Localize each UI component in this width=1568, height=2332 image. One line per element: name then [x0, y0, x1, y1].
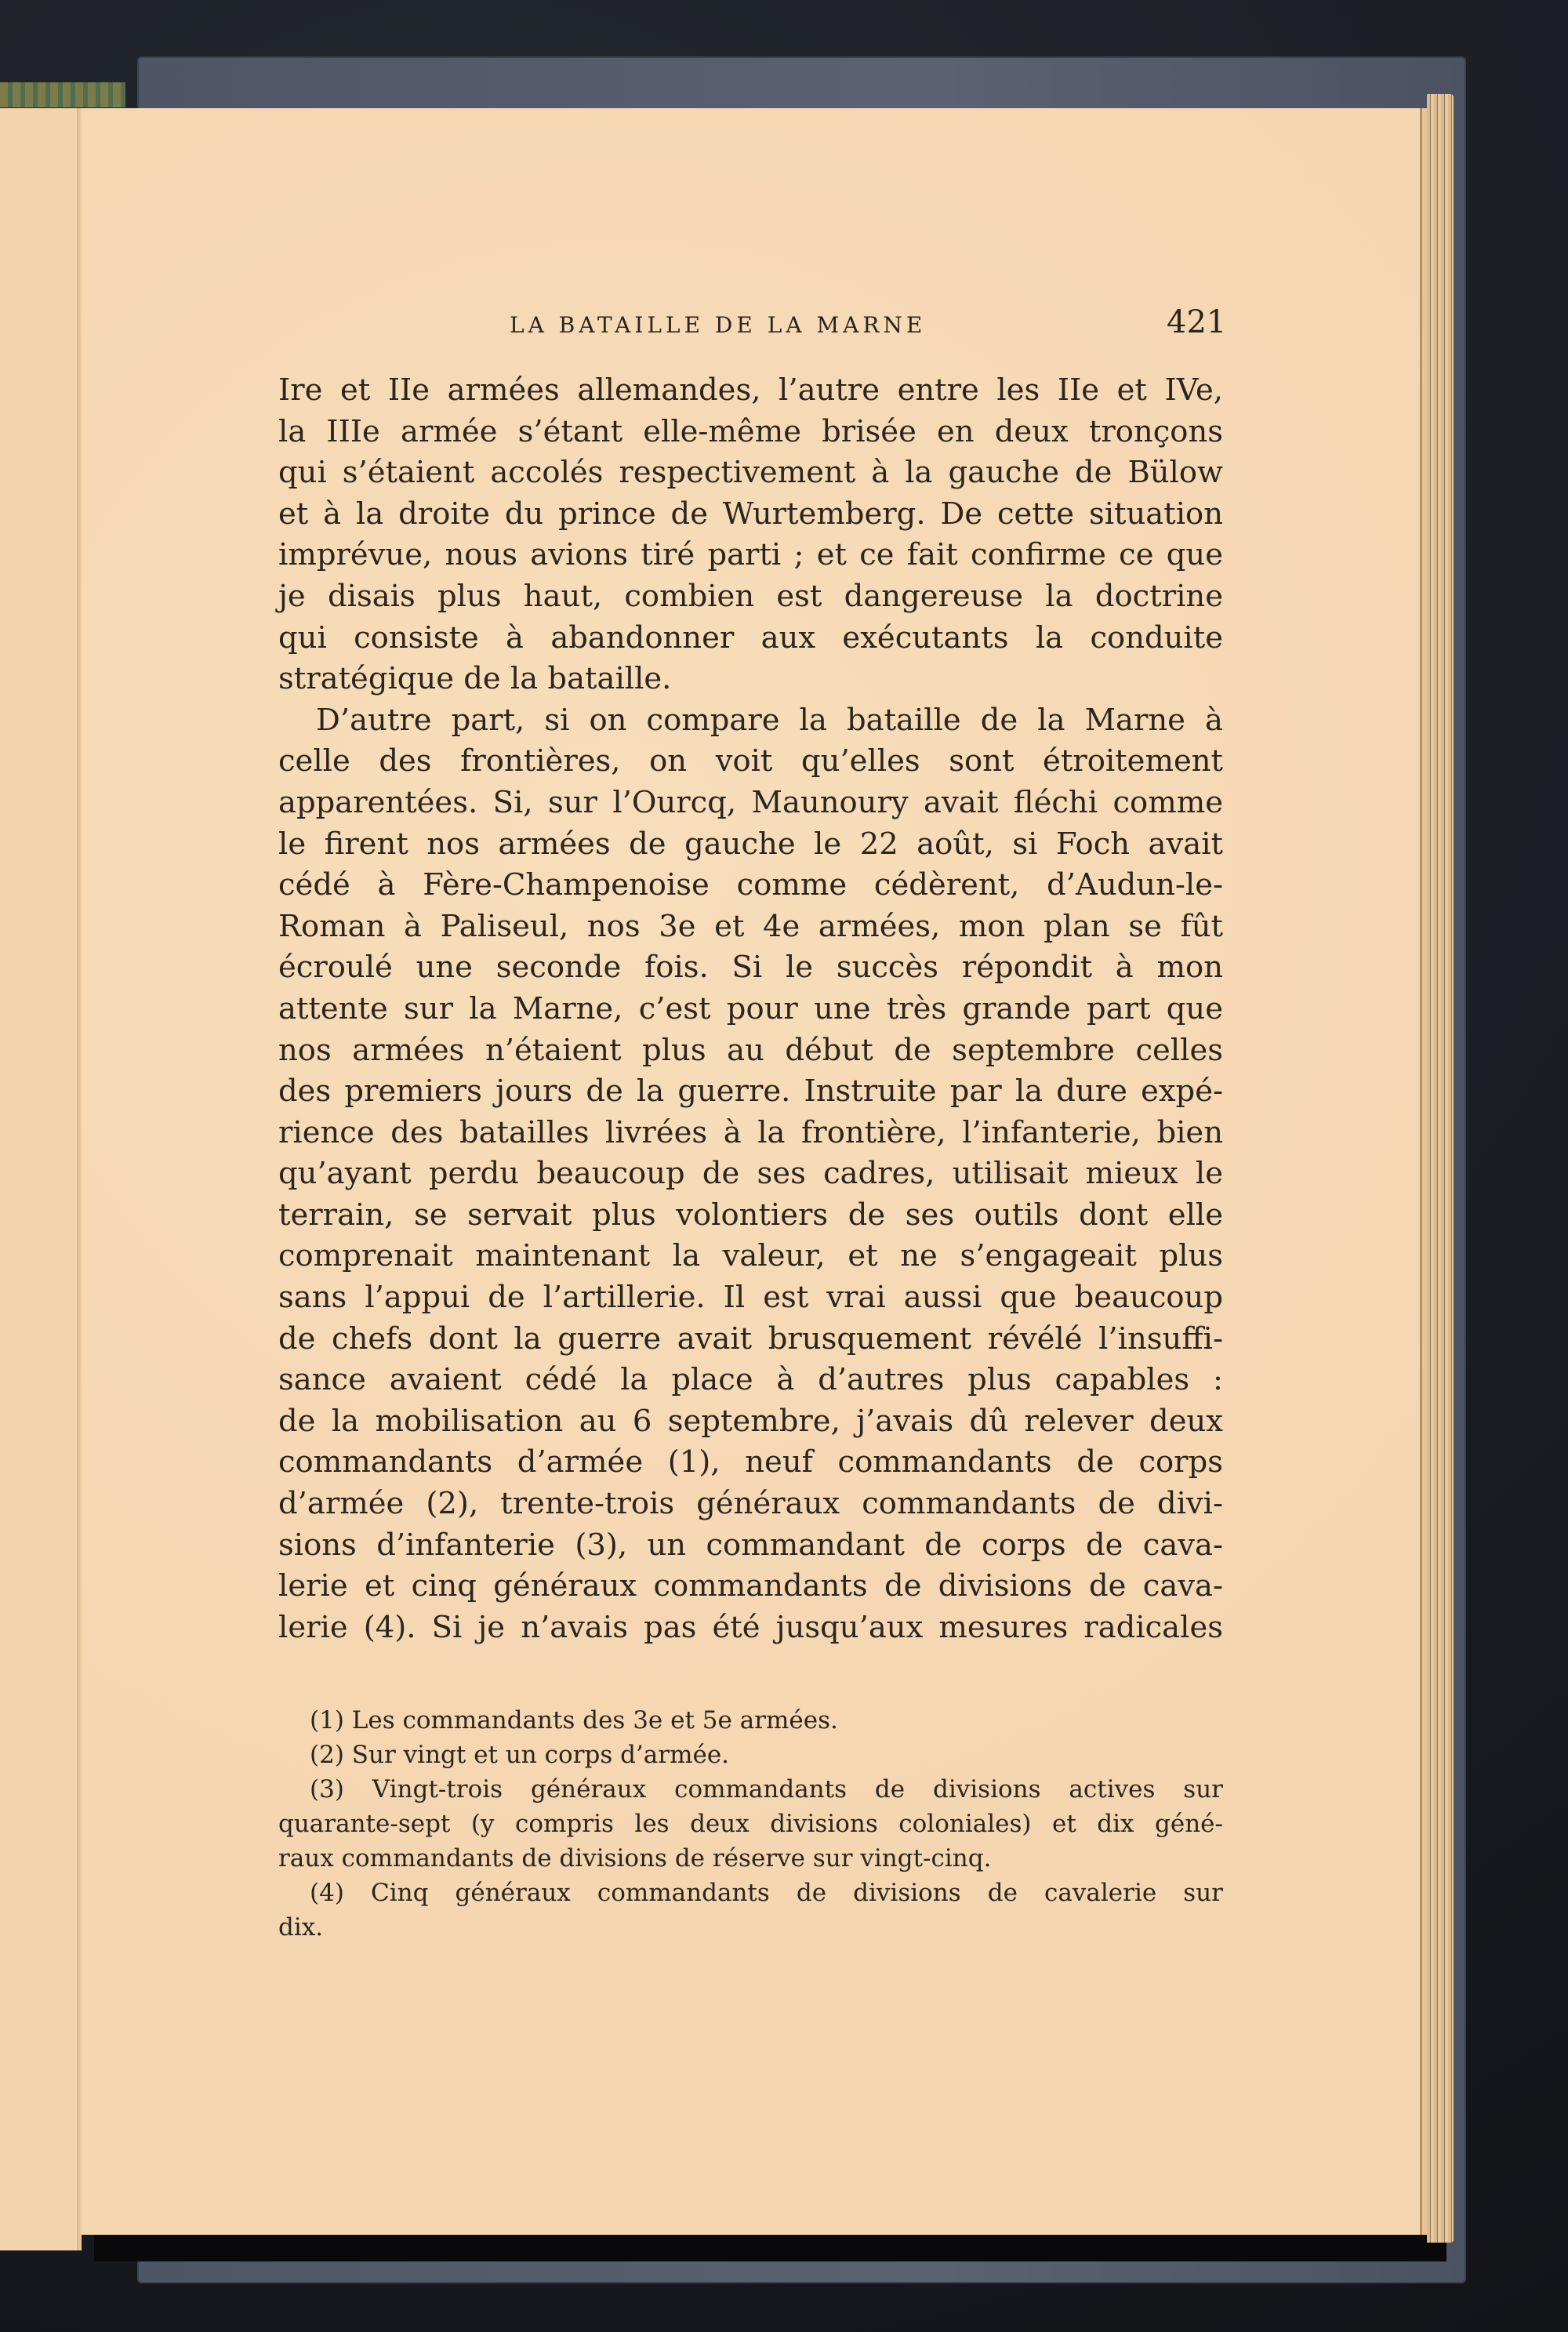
text-line: des premiers jours de la guerre. Instruite par la dure expé- — [278, 1073, 1223, 1110]
text-line: imprévue, nous avions tiré parti ; et ce fait confirme ce que — [278, 537, 1223, 573]
text-line: sance avaient cédé la place à d’autres plus capables : — [278, 1362, 1223, 1398]
text-line: nos armées n’étaient plus au début de septembre celles — [278, 1032, 1223, 1068]
text-line: comprenait maintenant la valeur, et ne s’engageait plus — [278, 1238, 1223, 1274]
text-line: attente sur la Marne, c’est pour une très grande part que — [278, 990, 1223, 1026]
footnote-line: raux commandants de divisions de réserve sur vingt-cinq. — [278, 1844, 992, 1873]
page-number: 421 — [1167, 304, 1227, 340]
text-line: de la mobilisation au 6 septembre, j’avais dû relever deux — [278, 1403, 1223, 1439]
text-line: Roman à Paliseul, nos 3e et 4e armées, mon plan se fût — [278, 908, 1223, 944]
text-line: cédé à Fère-Champenoise comme cédèrent, d’Audun-le- — [278, 867, 1223, 903]
page-edges — [1427, 94, 1454, 2243]
text-line: d’armée (2), trente-trois généraux commandants de divi- — [278, 1486, 1223, 1522]
text-line: lerie (4). Si je n’avais pas été jusqu’aux mesures radicales — [278, 1609, 1223, 1645]
text-line: apparentées. Si, sur l’Ourcq, Maunoury avait fléchi comme — [278, 784, 1223, 820]
text-line: sans l’appui de l’artillerie. Il est vrai aussi que beaucoup — [278, 1280, 1223, 1316]
text-line: commandants d’armée (1), neuf commandants de corps — [278, 1444, 1223, 1480]
text-line: le firent nos armées de gauche le 22 août, si Foch avait — [278, 826, 1223, 862]
text-line: terrain, se servait plus volontiers de ses outils dont elle — [278, 1197, 1223, 1233]
cover-shadow — [94, 2233, 1446, 2261]
text-line: qu’ayant perdu beaucoup de ses cadres, utilisait mieux le — [278, 1156, 1223, 1192]
footnote-line: (3) Vingt-trois généraux commandants de divisions actives sur — [310, 1775, 1223, 1803]
text-line: sions d’infanterie (3), un commandant de corps de cava- — [278, 1527, 1223, 1563]
body-text — [278, 370, 1223, 1648]
text-line: rience des batailles livrées à la frontière, l’infanterie, bien — [278, 1114, 1223, 1150]
text-line: écroulé une seconde fois. Si le succès répondit à mon — [278, 950, 1223, 986]
footnote-line: quarante-sept (y compris les deux divisions coloniales) et dix géné- — [278, 1810, 1223, 1838]
footnote-line: (4) Cinq généraux commandants de divisions de cavalerie sur — [310, 1879, 1223, 1907]
text-line: de chefs dont la guerre avait brusquement révélé l’insuffi- — [278, 1320, 1223, 1357]
text-line: qui consiste à abandonner aux exécutants la conduite — [278, 619, 1223, 656]
footnote-line: (2) Sur vingt et un corps d’armée. — [310, 1741, 730, 1769]
text-line: et à la droite du prince de Wurtemberg. De cette situation — [278, 496, 1223, 532]
text-line: D’autre part, si on compare la bataille de la Marne à — [316, 702, 1223, 738]
bookmark-ribbon — [0, 82, 125, 107]
footnote-line: dix. — [278, 1913, 324, 1942]
text-line: la IIIe armée s’étant elle-même brisée en deux tronçons — [278, 413, 1223, 449]
text-line: Ire et IIe armées allemandes, l’autre entre les IIe et IVe, — [278, 372, 1223, 408]
running-head: LA BATAILLE DE LA MARNE — [510, 312, 927, 338]
left-facing-page — [0, 108, 80, 2250]
text-line: lerie et cinq généraux commandants de divisions de cava- — [278, 1568, 1223, 1604]
footnotes — [278, 1703, 1223, 1945]
text-line: celle des frontières, on voit qu’elles sont étroitement — [278, 743, 1223, 779]
text-line: qui s’étaient accolés respectivement à la gauche de Bülow — [278, 455, 1223, 491]
text-line: je disais plus haut, combien est dangereuse la doctrine — [278, 578, 1223, 614]
footnote-line: (1) Les commandants des 3e et 5e armées. — [310, 1706, 838, 1734]
text-line: stratégique de la bataille. — [278, 661, 672, 697]
